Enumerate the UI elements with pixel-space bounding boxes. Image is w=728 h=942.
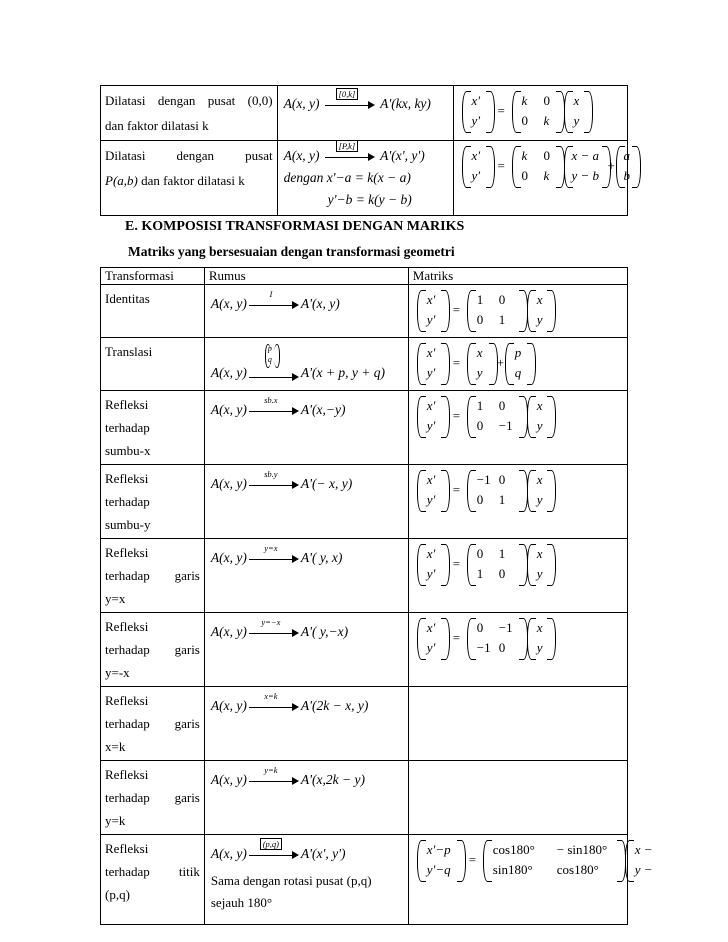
vector-bottom: q xyxy=(267,354,272,364)
matrix-cell: x − a xyxy=(571,148,600,163)
matrix-equation xyxy=(415,542,621,588)
matrix-cell: y xyxy=(536,312,543,327)
transform-name-line: terhadap garis xyxy=(105,642,200,657)
matrix-cell: y' xyxy=(471,113,481,128)
matrix-cell: 0 xyxy=(498,292,506,307)
formula-line-2: dengan x'−a = k(x − a) xyxy=(283,170,411,185)
matrix-cell: 0 xyxy=(476,620,484,635)
matrix-cell: x xyxy=(573,93,580,108)
matrix-cell: x' xyxy=(426,620,436,635)
transform-name-line: Translasi xyxy=(105,344,153,359)
matrix-cell: 0 xyxy=(521,168,529,183)
arrow-icon xyxy=(249,343,299,384)
transform-matrix-cell xyxy=(408,835,653,925)
transform-name-line: sumbu-y xyxy=(105,517,151,532)
formula-rhs: A'(x', y') xyxy=(380,148,425,163)
matrix-cell: 1 xyxy=(476,566,484,581)
matrix-cell: x' xyxy=(426,345,436,360)
arrow-icon xyxy=(249,764,299,788)
equals-sign: = xyxy=(468,852,477,867)
arrow-icon xyxy=(249,616,299,640)
formula-lhs: A(x, y) xyxy=(283,96,320,111)
matrix-equation xyxy=(460,89,621,135)
header-transformasi: Transformasi xyxy=(101,268,205,285)
matrix-cell: 1 xyxy=(476,398,484,413)
matrix-cell: 0 xyxy=(498,398,506,413)
matrix-cell: k xyxy=(521,93,528,108)
matrix-cell: y'−q xyxy=(426,862,451,877)
matrix-cell: x'−p xyxy=(426,842,451,857)
matrix-cell: x xyxy=(536,620,543,635)
matrix-cell: y xyxy=(536,492,543,507)
table-row xyxy=(101,391,628,465)
matrix-cell: y' xyxy=(426,365,436,380)
transform-formula-cell xyxy=(204,539,408,613)
desc-rest: dan faktor dilatasi k xyxy=(137,173,245,188)
matrix-equation xyxy=(460,144,631,190)
matrix-cell: q xyxy=(514,365,522,380)
arrow-label: (p,q) xyxy=(260,838,282,850)
formula-line-3: y'−b = k(y − b) xyxy=(327,192,412,207)
equals-sign: = xyxy=(497,158,505,173)
arrow-label: y=−x xyxy=(261,616,281,627)
formula-rhs: A'(x + p, y + q) xyxy=(300,365,385,380)
formula-lhs: A(x, y) xyxy=(210,772,247,787)
matrix-cell: y' xyxy=(426,492,436,507)
dilatation-row-2-desc xyxy=(101,141,278,216)
transform-formula-cell xyxy=(204,613,408,687)
formula-rhs: A'(x, y) xyxy=(300,296,340,311)
matrix-equation xyxy=(415,341,621,387)
transform-name-line: Refleksi xyxy=(105,767,149,782)
desc-line: dan faktor dilatasi k xyxy=(105,118,209,133)
transform-matrix-cell xyxy=(408,761,627,835)
formula-line-1 xyxy=(283,140,447,167)
matrix-cell: x' xyxy=(426,472,436,487)
formula-lhs: A(x, y) xyxy=(283,148,320,163)
transform-formula-cell xyxy=(204,338,408,391)
transform-name-cell xyxy=(101,465,205,539)
transform-name-line: terhadap xyxy=(105,494,150,509)
dilatation-row-2-matrix xyxy=(453,141,631,216)
equals-sign: = xyxy=(452,630,461,645)
matrix-cell: k xyxy=(543,113,550,128)
transform-formula-cell xyxy=(204,687,408,761)
transform-name-line: sumbu-x xyxy=(105,443,151,458)
matrix-equation xyxy=(415,394,621,440)
dilatation-row-1-matrix xyxy=(453,86,627,141)
dilatation-row-1-formula xyxy=(277,86,453,141)
equals-sign: = xyxy=(452,556,461,571)
formula-rhs: A'(− x, y) xyxy=(300,476,353,491)
transform-name-line: y=k xyxy=(105,813,126,828)
matrix-cell: x' xyxy=(426,398,436,413)
matrix-cell: 1 xyxy=(498,492,506,507)
formula-rhs: A'(x', y') xyxy=(300,846,346,861)
transform-matrix-cell xyxy=(408,391,627,465)
matrix-cell: 0 xyxy=(498,472,506,487)
transformation-table xyxy=(100,267,653,925)
matrix-cell: 0 xyxy=(476,312,484,327)
matrix-cell: sin180° xyxy=(492,862,533,877)
formula-lhs: A(x, y) xyxy=(210,624,247,639)
transform-name-line: x=k xyxy=(105,739,126,754)
matrix-cell: x' xyxy=(471,93,481,108)
matrix-cell: y' xyxy=(471,168,481,183)
formula-lhs: A(x, y) xyxy=(210,476,247,491)
matrix-cell: y xyxy=(536,640,543,655)
matrix-cell: 0 xyxy=(476,418,484,433)
transform-name-line: Refleksi xyxy=(105,545,149,560)
transform-name-line: y=-x xyxy=(105,665,130,680)
arrow-label: I xyxy=(269,288,273,299)
matrix-cell: 1 xyxy=(498,312,506,327)
note-line: sejauh 180° xyxy=(210,895,273,910)
equals-sign: = xyxy=(497,103,505,118)
matrix-cell: k xyxy=(521,148,528,163)
transform-name-cell xyxy=(101,761,205,835)
translation-vector xyxy=(265,344,277,368)
matrix-cell: 0 xyxy=(498,566,506,581)
transform-matrix-cell xyxy=(408,613,627,687)
formula-lhs: A(x, y) xyxy=(210,846,247,861)
matrix-cell: x' xyxy=(471,148,481,163)
header-matriks: Matriks xyxy=(408,268,627,285)
formula-rhs: A'(kx, ky) xyxy=(380,96,431,111)
matrix-cell: 1 xyxy=(498,546,506,561)
formula-rhs: A'(x,2k − y) xyxy=(300,772,365,787)
matrix-cell: k xyxy=(543,168,550,183)
transform-name-cell xyxy=(101,285,205,338)
transform-name-line: Refleksi xyxy=(105,471,149,486)
matrix-cell: y' xyxy=(426,418,436,433)
arrow-icon xyxy=(249,288,299,312)
transform-matrix-cell xyxy=(408,338,627,391)
table-row xyxy=(101,338,628,391)
arrow-label: x=k xyxy=(264,690,278,701)
matrix-equation xyxy=(415,616,621,662)
arrow-label: sb.y xyxy=(264,468,278,479)
matrix-cell: y xyxy=(536,418,543,433)
matrix-cell: x xyxy=(536,292,543,307)
transform-name-line: Identitas xyxy=(105,291,150,306)
matrix-cell: 0 xyxy=(521,113,529,128)
matrix-cell: b xyxy=(623,168,631,183)
table-row xyxy=(101,761,628,835)
vector-top: p xyxy=(267,343,272,353)
transform-name-line: y=x xyxy=(105,591,126,606)
matrix-cell: x' xyxy=(426,546,436,561)
matrix-cell: 1 xyxy=(476,292,484,307)
matrix-cell: y' xyxy=(426,566,436,581)
matrix-cell: a xyxy=(623,148,631,163)
note-line: Sama dengan rotasi pusat (p,q) xyxy=(210,873,372,888)
matrix-cell: −1 xyxy=(476,640,491,655)
matrix-cell: x' xyxy=(426,292,436,307)
formula-rhs: A'( y,−x) xyxy=(300,624,349,639)
matrix-cell: 0 xyxy=(476,492,484,507)
equals-sign: = xyxy=(452,302,461,317)
arrow-label: [P,k] xyxy=(336,140,359,152)
transform-matrix-cell xyxy=(408,285,627,338)
formula-lhs: A(x, y) xyxy=(210,402,247,417)
matrix-cell: x xyxy=(476,345,483,360)
equals-sign: = xyxy=(452,355,461,370)
arrow-icon xyxy=(249,468,299,492)
table-row xyxy=(101,285,628,338)
matrix-cell: cos180° xyxy=(556,862,599,877)
matrix-cell: 0 xyxy=(498,640,506,655)
transform-matrix-cell xyxy=(408,687,627,761)
transform-name-line: terhadap garis xyxy=(105,568,200,583)
matrix-cell: y xyxy=(573,113,580,128)
transform-matrix-cell xyxy=(408,539,627,613)
dilatation-row-1-desc xyxy=(101,86,278,141)
transform-matrix-cell xyxy=(408,465,627,539)
plus-sign: + xyxy=(496,355,505,370)
dilatation-table xyxy=(100,85,631,216)
equals-sign: = xyxy=(452,482,461,497)
matrix-cell: −1 xyxy=(476,472,491,487)
desc-line: P(a,b) dan faktor dilatasi k xyxy=(105,173,245,188)
matrix-cell: y xyxy=(476,365,483,380)
transform-name-line: terhadap titik xyxy=(105,864,200,879)
formula-lhs: A(x, y) xyxy=(210,698,247,713)
formula-rhs: A'( y, x) xyxy=(300,550,343,565)
transform-name-line: terhadap garis xyxy=(105,790,200,805)
transform-name-line: Refleksi xyxy=(105,619,149,634)
transform-formula-cell xyxy=(204,391,408,465)
matrix-cell: 0 xyxy=(543,148,551,163)
desc-line: Dilatasi dengan pusat (0,0) xyxy=(105,93,273,108)
arrow-icon xyxy=(249,542,299,566)
transform-name-line: Refleksi xyxy=(105,841,149,856)
transform-name-cell xyxy=(101,338,205,391)
desc-line: Dilatasi dengan pusat xyxy=(105,148,273,163)
matrix-cell: y' xyxy=(426,640,436,655)
transform-name-cell xyxy=(101,835,205,925)
arrow-label: y=x xyxy=(264,542,278,553)
arrow-label: y=k xyxy=(264,764,278,775)
matrix-cell: y − xyxy=(634,862,653,877)
arrow-icon xyxy=(249,690,299,714)
header-rumus: Rumus xyxy=(204,268,408,285)
matrix-cell: 0 xyxy=(543,93,551,108)
transform-name-line: (p,q) xyxy=(105,887,130,902)
arrow-icon xyxy=(325,88,375,112)
formula-rhs: A'(x,−y) xyxy=(300,402,346,417)
matrix-cell: x xyxy=(536,472,543,487)
formula-lhs: A(x, y) xyxy=(210,365,247,380)
matrix-cell: x xyxy=(536,398,543,413)
transform-name-line: Refleksi xyxy=(105,693,149,708)
table-row xyxy=(101,465,628,539)
matrix-cell: 0 xyxy=(476,546,484,561)
table-row xyxy=(101,613,628,687)
table-header-row xyxy=(101,268,628,285)
transform-name-line: terhadap garis xyxy=(105,716,200,731)
transform-formula-cell xyxy=(204,465,408,539)
table-row xyxy=(101,539,628,613)
formula-lhs: A(x, y) xyxy=(210,296,247,311)
arrow-label: [0,k] xyxy=(336,88,359,100)
arrow-icon xyxy=(249,838,299,862)
matrix-cell: cos180° xyxy=(492,842,535,857)
section-heading: E. KOMPOSISI TRANSFORMASI DENGAN MARIKS xyxy=(125,219,465,234)
matrix-cell: y' xyxy=(426,312,436,327)
plus-sign: + xyxy=(607,158,615,173)
transform-formula-cell xyxy=(204,761,408,835)
transform-formula-cell xyxy=(204,835,408,925)
matrix-cell: −1 xyxy=(498,620,513,635)
matrix-equation xyxy=(415,288,621,334)
equals-sign: = xyxy=(452,408,461,423)
matrix-cell: p xyxy=(514,345,522,360)
transform-formula-cell xyxy=(204,285,408,338)
arrow-icon xyxy=(325,140,375,164)
matrix-equation xyxy=(415,838,653,884)
transform-name-line: Refleksi xyxy=(105,397,149,412)
arrow-label: sb.x xyxy=(264,394,278,405)
formula-lhs: A(x, y) xyxy=(210,550,247,565)
matrix-cell: −1 xyxy=(498,418,513,433)
transform-name-cell xyxy=(101,391,205,465)
transform-name-cell xyxy=(101,539,205,613)
table-row xyxy=(101,835,628,925)
matrix-equation xyxy=(415,468,621,514)
matrix-cell: y − b xyxy=(571,168,600,183)
dilatation-row-2-formula xyxy=(277,141,453,216)
transform-name-line: terhadap xyxy=(105,420,150,435)
table-row xyxy=(101,687,628,761)
transform-name-cell xyxy=(101,613,205,687)
matrix-cell: − sin180° xyxy=(556,842,608,857)
section-subheading: Matriks yang bersesuaian dengan transformasi geometri xyxy=(128,244,455,259)
matrix-cell: y xyxy=(536,566,543,581)
arrow-icon xyxy=(249,394,299,418)
matrix-cell: x xyxy=(536,546,543,561)
formula-rhs: A'(2k − x, y) xyxy=(300,698,369,713)
transform-name-cell xyxy=(101,687,205,761)
matrix-cell: x − xyxy=(634,842,653,857)
